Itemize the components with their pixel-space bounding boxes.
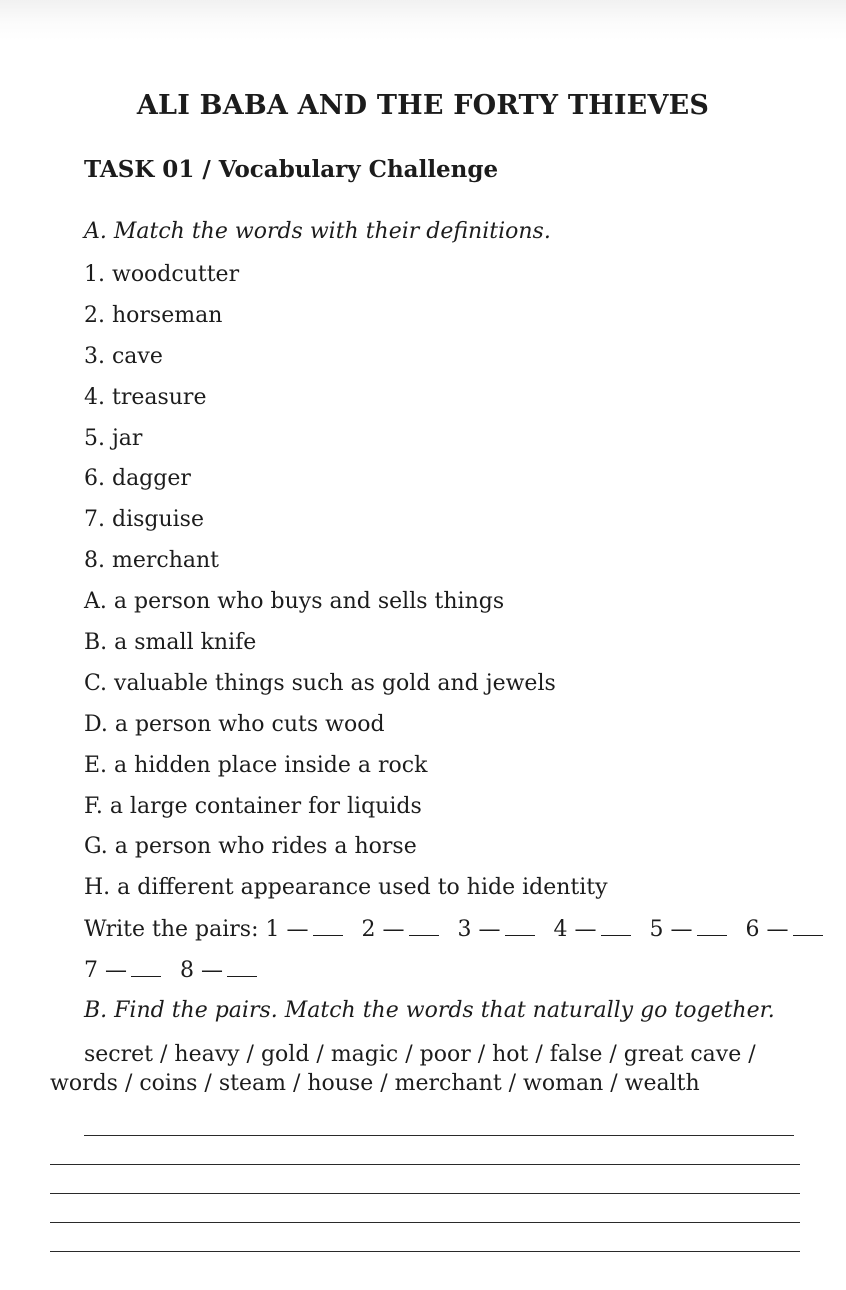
definition-item: A. a person who buys and sells things (84, 589, 505, 615)
section-b-instruction: B. Find the pairs. Match the words that naturally go together. (84, 998, 775, 1023)
pair-3: 3 — (458, 917, 535, 942)
definition-item: F. a large container for liquids (84, 793, 422, 819)
pair-7: 7 — (84, 958, 161, 983)
word-item: 7. disguise (84, 507, 204, 533)
task-heading: TASK 01 / Vocabulary Challenge (84, 156, 499, 183)
pair-3-answer-blank[interactable] (505, 915, 535, 936)
definition-item: H. a different appearance used to hide identity (84, 875, 608, 901)
definition-item: E. a hidden place inside a rock (84, 752, 428, 778)
pair-5-answer-blank[interactable] (697, 915, 727, 936)
pair-1: 1 — (266, 917, 343, 942)
word-item: 6. dagger (84, 466, 191, 492)
pair-4: 4 — (554, 917, 631, 942)
answer-line-4[interactable] (50, 1222, 800, 1223)
definition-item: C. valuable things such as gold and jewels (84, 670, 556, 696)
pair-8-answer-blank[interactable] (227, 956, 257, 977)
pairs-row-2 (84, 956, 269, 983)
pairs-row-1 (84, 915, 835, 942)
answer-line-3[interactable] (50, 1193, 800, 1194)
word-item: 8. merchant (84, 548, 219, 574)
pair-2-answer-blank[interactable] (409, 915, 439, 936)
pair-7-answer-blank[interactable] (131, 956, 161, 977)
word-item: 2. horseman (84, 302, 223, 328)
definition-item: G. a person who rides a horse (84, 834, 417, 860)
pairs-label: Write the pairs: (84, 917, 259, 942)
answer-line-1[interactable] (84, 1135, 794, 1136)
pair-2: 2 — (362, 917, 439, 942)
word-bank: secret / heavy / gold / magic / poor / hot / false / great cave / words / coins / steam / house / merchant / woman / wealth (50, 1042, 756, 1096)
definition-item: B. a small knife (84, 630, 257, 656)
definition-item: D. a person who cuts wood (84, 711, 385, 737)
pair-1-answer-blank[interactable] (313, 915, 343, 936)
pair-5: 5 — (650, 917, 727, 942)
pair-6: 6 — (746, 917, 823, 942)
word-item: 4. treasure (84, 384, 207, 410)
page-title: ALI BABA AND THE FORTY THIEVES (136, 90, 710, 121)
pair-4-answer-blank[interactable] (601, 915, 631, 936)
answer-line-2[interactable] (50, 1164, 800, 1165)
top-shadow (0, 0, 846, 40)
section-a-instruction: A. Match the words with their definitions. (84, 219, 551, 244)
word-item: 1. woodcutter (84, 262, 240, 287)
pair-6-answer-blank[interactable] (793, 915, 823, 936)
word-and-definition-list (84, 255, 608, 909)
word-item: 5. jar (84, 425, 143, 451)
answer-line-5[interactable] (50, 1251, 800, 1252)
pair-8: 8 — (180, 958, 257, 983)
word-item: 3. cave (84, 343, 163, 369)
